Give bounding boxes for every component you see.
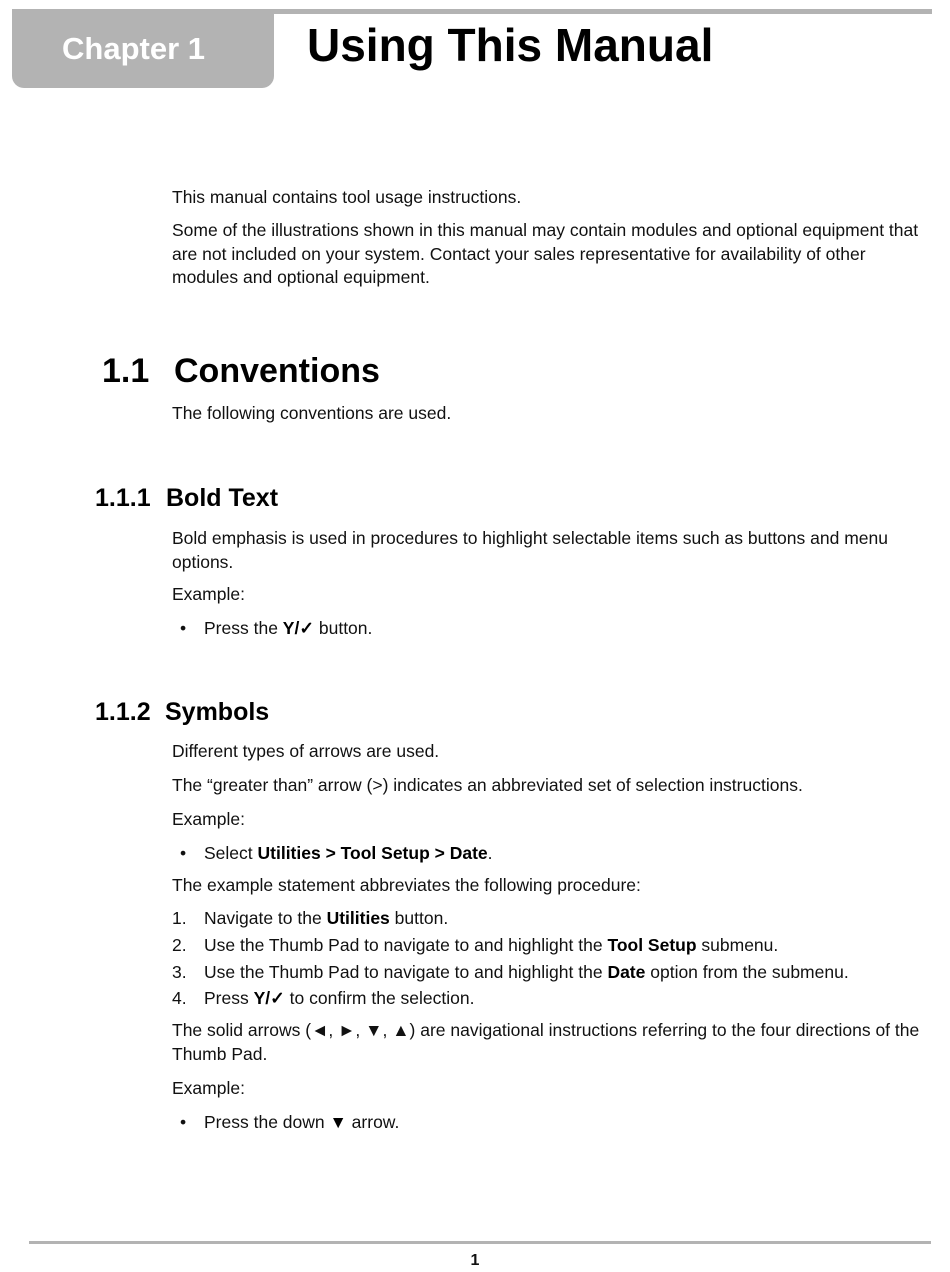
step-text: Navigate to the bbox=[204, 908, 327, 928]
chapter-label: Chapter 1 bbox=[62, 31, 205, 66]
chapter-title: Using This Manual bbox=[307, 19, 714, 71]
subsection-title: Symbols bbox=[165, 698, 270, 726]
bullet-marker: • bbox=[180, 618, 187, 638]
chapter-tab bbox=[12, 9, 274, 88]
bold-keyword: Y/✓ bbox=[282, 618, 314, 638]
bullet-marker: • bbox=[180, 843, 187, 863]
procedure-intro: The example statement abbreviates the following procedure: bbox=[172, 875, 641, 895]
example-label: Example: bbox=[172, 584, 245, 604]
header-rule bbox=[274, 9, 932, 14]
step-text: to confirm the selection. bbox=[284, 988, 475, 1008]
page-number: 1 bbox=[470, 1252, 480, 1269]
intro-paragraph-1: This manual contains tool usage instructions. bbox=[172, 187, 522, 207]
bold-keyword: Tool Setup bbox=[607, 935, 697, 955]
down-arrow-icon: ▼ bbox=[329, 1112, 347, 1132]
list-item-text: Select bbox=[204, 843, 258, 863]
bold-keyword: Y/✓ bbox=[253, 988, 285, 1008]
step-number: 2. bbox=[172, 935, 187, 955]
bold-text-description: Bold emphasis is used in procedures to highlight selectable items such as buttons and menu options. bbox=[172, 528, 888, 572]
step-text: Press bbox=[204, 988, 254, 1008]
list-item-text: button. bbox=[314, 618, 373, 638]
section-heading-conventions bbox=[102, 352, 380, 391]
section-title: Conventions bbox=[174, 352, 380, 390]
step-number: 3. bbox=[172, 962, 187, 982]
bold-keyword: Utilities > Tool Setup > Date bbox=[257, 843, 488, 863]
subsection-title: Bold Text bbox=[166, 484, 279, 512]
step-text: Use the Thumb Pad to navigate to and highlight the bbox=[204, 935, 608, 955]
step-number: 1. bbox=[172, 908, 187, 928]
bold-keyword: Date bbox=[607, 962, 646, 982]
solid-arrows-description: The solid arrows (◄, ►, ▼, ▲) are navigational instructions referring to the four directions of the Thumb Pad. bbox=[172, 1020, 920, 1064]
subsection-number: 1.1.2 bbox=[95, 698, 151, 726]
step-text: button. bbox=[389, 908, 449, 928]
step-text: option from the submenu. bbox=[645, 962, 849, 982]
list-item-text: Press the down bbox=[204, 1112, 330, 1132]
bold-keyword: Utilities bbox=[326, 908, 390, 928]
symbols-description: Different types of arrows are used. bbox=[172, 741, 440, 761]
conventions-intro: The following conventions are used. bbox=[172, 403, 452, 423]
subsection-heading-symbols bbox=[95, 698, 270, 727]
example-label: Example: bbox=[172, 1078, 245, 1098]
step-number: 4. bbox=[172, 988, 187, 1008]
example-label: Example: bbox=[172, 809, 245, 829]
subsection-heading-bold-text bbox=[95, 484, 279, 513]
footer-rule bbox=[29, 1241, 931, 1244]
greater-than-description: The “greater than” arrow (>) indicates an abbreviated set of selection instructions. bbox=[172, 775, 803, 795]
step-text: Use the Thumb Pad to navigate to and highlight the bbox=[204, 962, 608, 982]
subsection-number: 1.1.1 bbox=[95, 484, 151, 512]
intro-paragraph-2: Some of the illustrations shown in this manual may contain modules and optional equipment that are not included on your system. Contact your sales representative for availability of other modules and optional equipment. bbox=[172, 220, 919, 287]
step-text: submenu. bbox=[696, 935, 779, 955]
section-number: 1.1 bbox=[102, 352, 150, 390]
list-item-text: arrow. bbox=[346, 1112, 400, 1132]
list-item-text: . bbox=[487, 843, 493, 863]
bullet-marker: • bbox=[180, 1112, 187, 1132]
list-item-text: Press the bbox=[204, 618, 283, 638]
